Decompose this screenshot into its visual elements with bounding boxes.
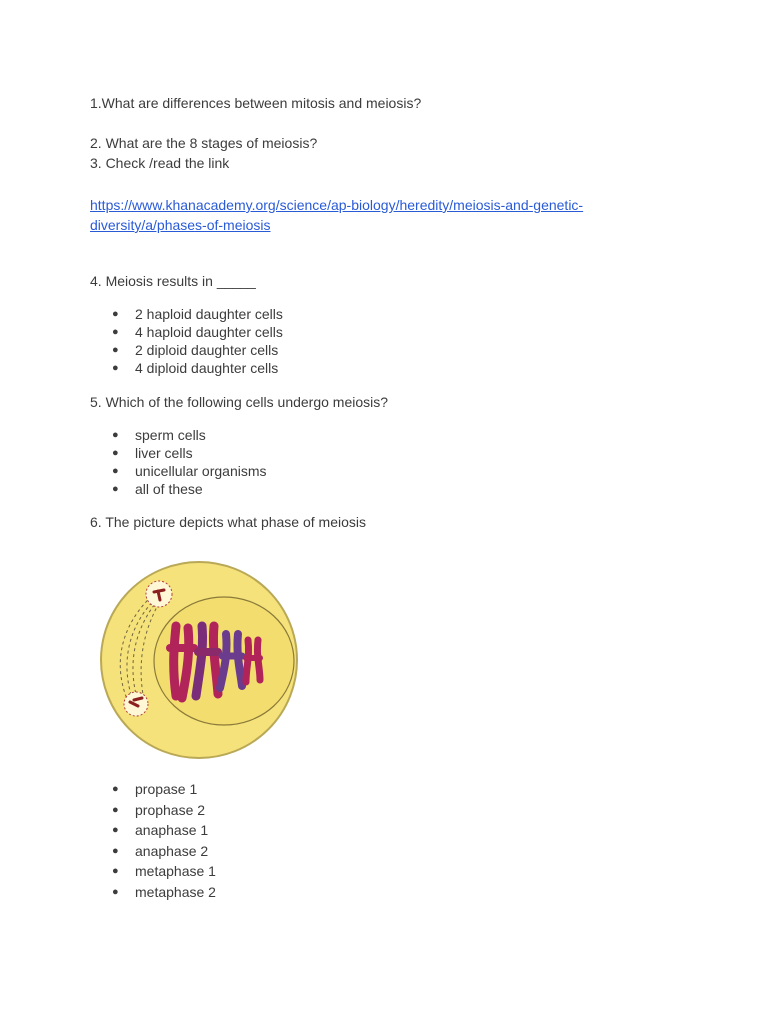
bullet-icon: ● — [112, 803, 119, 816]
list-item: ● metaphase 2 — [112, 882, 216, 903]
bullet-icon: ● — [112, 344, 119, 356]
list-item: ● anaphase 1 — [112, 820, 216, 841]
bullet-icon: ● — [112, 326, 119, 338]
question-5: 5. Which of the following cells undergo meiosis? — [90, 394, 389, 410]
list-item: ● metaphase 1 — [112, 861, 216, 882]
list-item: ● 4 diploid daughter cells — [112, 360, 279, 376]
centrosome-top — [146, 581, 172, 607]
bullet-icon: ● — [112, 429, 119, 441]
list-item: ● prophase 2 — [112, 800, 216, 821]
meiosis-cell-illustration — [96, 556, 306, 766]
bullet-icon: ● — [112, 483, 119, 495]
question-6-options — [112, 779, 216, 902]
bullet-icon: ● — [112, 447, 119, 459]
bullet-icon: ● — [112, 362, 119, 374]
bullet-icon: ● — [112, 465, 119, 477]
list-item: ● sperm cells — [112, 427, 206, 443]
bullet-icon: ● — [112, 783, 119, 795]
question-5-options — [112, 426, 267, 498]
bullet-icon: ● — [112, 885, 119, 898]
question-4: 4. Meiosis results in _____ — [90, 273, 256, 289]
question-2: 2. What are the 8 stages of meiosis? — [90, 135, 318, 151]
bullet-icon: ● — [112, 824, 119, 836]
bullet-icon: ● — [112, 865, 119, 877]
bullet-icon: ● — [112, 844, 119, 857]
list-item: ● anaphase 2 — [112, 841, 216, 862]
bullet-icon: ● — [112, 308, 119, 320]
centrosome-bottom — [124, 692, 148, 716]
question-1: 1.What are differences between mitosis and meiosis? — [90, 95, 422, 111]
list-item: ● all of these — [112, 481, 203, 497]
list-item: ● propase 1 — [112, 779, 216, 800]
list-item: ● 4 haploid daughter cells — [112, 324, 283, 340]
question-3: 3. Check /read the link — [90, 155, 230, 171]
list-item: ● liver cells — [112, 445, 193, 461]
question-6: 6. The picture depicts what phase of meiosis — [90, 514, 367, 530]
list-item: ● 2 diploid daughter cells — [112, 342, 279, 358]
list-item: ● 2 haploid daughter cells — [112, 306, 283, 322]
khan-academy-link-line-1[interactable]: https://www.khanacademy.org/science/ap-biology/heredity/meiosis-and-genetic- — [90, 197, 584, 213]
list-item: ● unicellular organisms — [112, 463, 267, 479]
khan-academy-link-line-2[interactable]: diversity/a/phases-of-meiosis — [90, 217, 271, 233]
question-4-options — [112, 305, 283, 377]
